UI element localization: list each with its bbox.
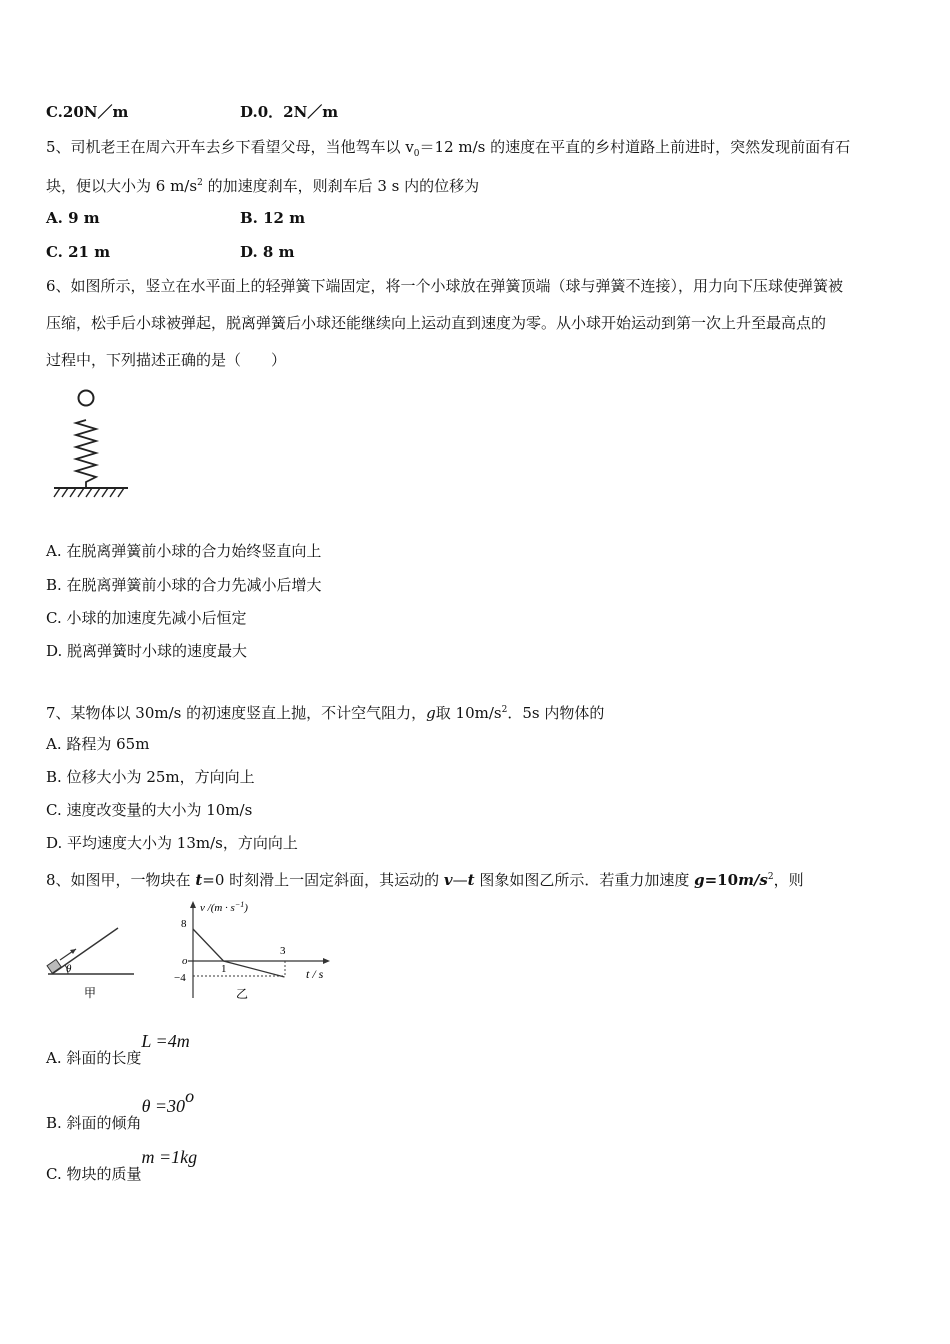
incline-surface — [52, 928, 118, 974]
figure-yi-caption: 乙 — [236, 987, 249, 1001]
block — [47, 959, 61, 973]
tick-label-1: 1 — [221, 963, 227, 975]
ground-hatch — [54, 488, 124, 497]
y-axis-label: v $/(m \cdot s^{-1})$ — [200, 900, 248, 914]
spring — [76, 420, 96, 488]
q8-option-c: C. 物块的质量m =1kg — [46, 1147, 198, 1183]
q8-option-b: B. 斜面的倾角$\theta =30^o$ — [46, 1086, 195, 1132]
spring-ball-figure — [50, 384, 132, 506]
q7-option-d: D. 平均速度大小为 13m/s，方向向上 — [46, 834, 298, 852]
tick-label-8: 8 — [181, 918, 187, 930]
q7-stem: 7、某物体以 30m/s 的初速度竖直上抛，不计空气阻力，g取 $10m/s^2$．5s 内物体的 — [46, 704, 605, 722]
tick-label-3: 3 — [280, 945, 286, 957]
y-axis-arrow — [190, 901, 196, 908]
q6-option-d: D. 脱离弹簧时小球的速度最大 — [46, 642, 248, 660]
q5-stem-line2: 块，便以大小为 6 $m/s^2$ 的加速度刹车，则刹车后 3 s 内的位移为 — [46, 177, 480, 195]
velocity-arrowhead — [70, 949, 76, 954]
q6-option-b: B. 在脱离弹簧前小球的合力先减小后增大 — [46, 576, 322, 594]
ball — [79, 391, 94, 406]
q5-option-c: C. 21 m — [46, 243, 111, 261]
theta-label: θ — [66, 963, 72, 975]
x-axis-arrow — [323, 958, 330, 964]
q6-stem-line3: 过程中，下列描述正确的是（ ） — [46, 351, 287, 369]
q5-stem-line1: 5、司机老王在周六开车去乡下看望父母，当他驾车以 $v_0=12$ m/s 的速度在平直的乡村道路上前进时，突然发现前面有石 — [46, 138, 851, 159]
q4-option-d: D.0．2N／m — [240, 103, 339, 121]
q8-stem: 8、如图甲，一物块在 t=0 时刻滑上一固定斜面，其运动的 v—t 图象如图乙所示．若重力加速度 $g=10m/s^2$，则 — [46, 871, 804, 889]
incline-figure — [44, 920, 144, 1002]
q6-stem-line2: 压缩，松手后小球被弹起，脱离弹簧后小球还能继续向上运动直到速度为零。从小球开始运动到第一次上升至最高点的 — [46, 314, 827, 332]
q7-option-c: C. 速度改变量的大小为 10m/s — [46, 801, 253, 819]
q6-option-c: C. 小球的加速度先减小后恒定 — [46, 609, 247, 627]
q7-option-b: B. 位移大小为 25m，方向向上 — [46, 768, 255, 786]
q4-option-c: C.20N／m — [46, 103, 129, 121]
q6-option-a: A. 在脱离弹簧前小球的合力始终竖直向上 — [46, 542, 322, 560]
q8-option-a: A. 斜面的长度L =4m — [46, 1031, 190, 1067]
q6-stem-line1: 6、如图所示，竖立在水平面上的轻弹簧下端固定，将一个小球放在弹簧顶端（球与弹簧不连接），用力向下压球使弹簧被 — [46, 277, 844, 295]
q5-option-d: D. 8 m — [240, 243, 295, 261]
figure-jia-caption: 甲 — [84, 986, 97, 1000]
q5-option-b: B. 12 m — [240, 209, 306, 227]
x-axis-label: t / s — [306, 967, 324, 981]
vt-series-line — [193, 929, 285, 977]
tick-label-neg4: −4 — [174, 972, 186, 984]
origin-label: o — [182, 955, 188, 967]
vt-graph — [160, 898, 340, 1003]
q5-option-a: A. 9 m — [46, 209, 100, 227]
q7-option-a: A. 路程为 65m — [46, 735, 150, 753]
